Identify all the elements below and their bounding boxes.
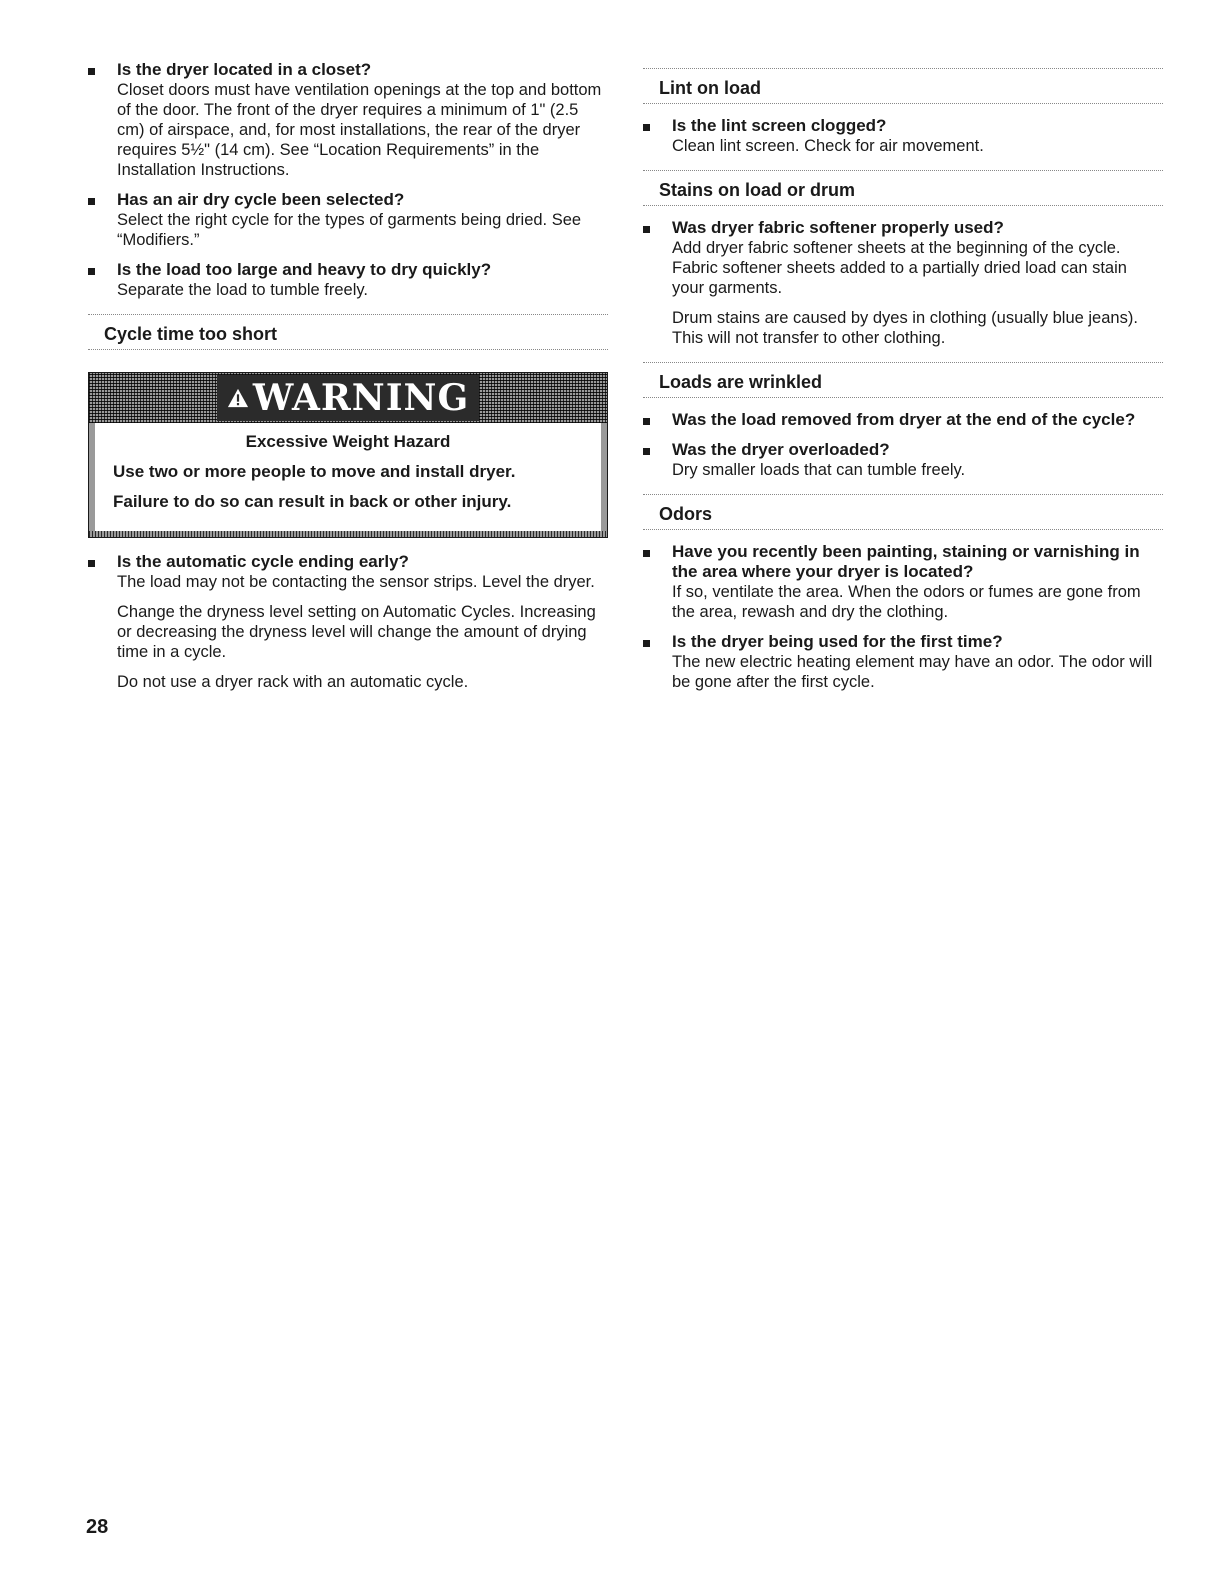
faq-item-closet [88,60,608,180]
warning-triangle-icon [227,387,249,409]
faq-answer: Separate the load to tumble freely. [117,281,369,299]
section-header-cycle-time-short [88,314,608,350]
faq-question: Was the load removed from dryer at the end of the cycle? [672,410,1136,429]
section-header-lint [643,68,1163,104]
section-header-odors [643,494,1163,530]
warning-body [89,423,607,531]
section-title: Stains on load or drum [659,180,856,200]
warning-consequence: Failure to do so can result in back or other injury. [113,492,512,511]
warning-banner [89,373,607,423]
warning-instruction: Use two or more people to move and install dryer. [113,462,516,481]
bullet-icon [643,640,650,647]
faq-paragraph: Change the dryness level setting on Automatic Cycles. Increasing or decreasing the dryness level will change the amount of drying time in a cycle. [117,603,596,661]
faq-answer: Clean lint screen. Check for air movement. [672,137,984,155]
section-title: Loads are wrinkled [659,372,823,392]
faq-answer: Closet doors must have ventilation openings at the top and bottom of the door. The front of the dryer requires a minimum of 1" (2.5 cm) of airspace, and, for most installations, the rear of the dryer requires 5½" (14 cm). See “Location Requirements” in the Installation Instructions. [117,81,602,179]
section-title: Odors [659,504,713,524]
faq-paragraph: Drum stains are caused by dyes in clothing (usually blue jeans). This will not transfer to other clothing. [672,309,1138,347]
page-number: 28 [86,1516,109,1538]
faq-item-fabric-softener [643,218,1163,348]
faq-paragraph: Do not use a dryer rack with an automatic cycle. [117,673,469,691]
bullet-icon [88,560,95,567]
faq-answer: The new electric heating element may have an odor. The odor will be gone after the first cycle. [672,653,1153,691]
bullet-icon [643,448,650,455]
faq-question: Has an air dry cycle been selected? [117,190,405,209]
faq-question: Was the dryer overloaded? [672,440,890,459]
faq-item-lint-screen [643,116,1163,156]
bullet-icon [88,198,95,205]
faq-item-first-time [643,632,1163,692]
right-column [643,60,1163,702]
section-header-stains [643,170,1163,206]
faq-question: Is the load too large and heavy to dry quickly? [117,260,492,279]
section-title: Cycle time too short [104,324,278,344]
faq-item-load-too-large [88,260,608,300]
bullet-icon [643,226,650,233]
section-header-wrinkled [643,362,1163,398]
faq-answer: The load may not be contacting the sensor strips. Level the dryer. [117,573,595,591]
faq-item-load-removed [643,410,1163,430]
faq-answer: Dry smaller loads that can tumble freely. [672,461,966,479]
left-column [88,60,608,702]
faq-question: Is the dryer located in a closet? [117,60,372,79]
warning-label [217,375,479,421]
bullet-icon [643,124,650,131]
faq-answer: Add dryer fabric softener sheets at the beginning of the cycle. Fabric softener sheets added to a partially dried load can stain your garments. [672,239,1127,297]
warning-hazard-title: Excessive Weight Hazard [245,432,451,451]
bullet-icon [643,418,650,425]
bullet-icon [88,68,95,75]
warning-word: WARNING [252,377,470,419]
faq-question: Is the dryer being used for the first time? [672,632,1003,651]
faq-question: Have you recently been painting, staining or varnishing in the area where your dryer is located? [672,542,1140,581]
faq-answer: Select the right cycle for the types of garments being dried. See “Modifiers.” [117,211,582,249]
faq-question: Is the automatic cycle ending early? [117,552,409,571]
faq-question: Is the lint screen clogged? [672,116,887,135]
faq-question: Was dryer fabric softener properly used? [672,218,1004,237]
faq-item-air-dry [88,190,608,250]
faq-item-painting [643,542,1163,622]
faq-item-auto-cycle [88,552,608,692]
section-title: Lint on load [659,78,761,98]
faq-item-overloaded [643,440,1163,480]
warning-box [88,372,608,538]
bullet-icon [88,268,95,275]
faq-answer: If so, ventilate the area. When the odors or fumes are gone from the area, rewash and dry the clothing. [672,583,1141,621]
bullet-icon [643,550,650,557]
warning-footer-bar [89,531,607,537]
